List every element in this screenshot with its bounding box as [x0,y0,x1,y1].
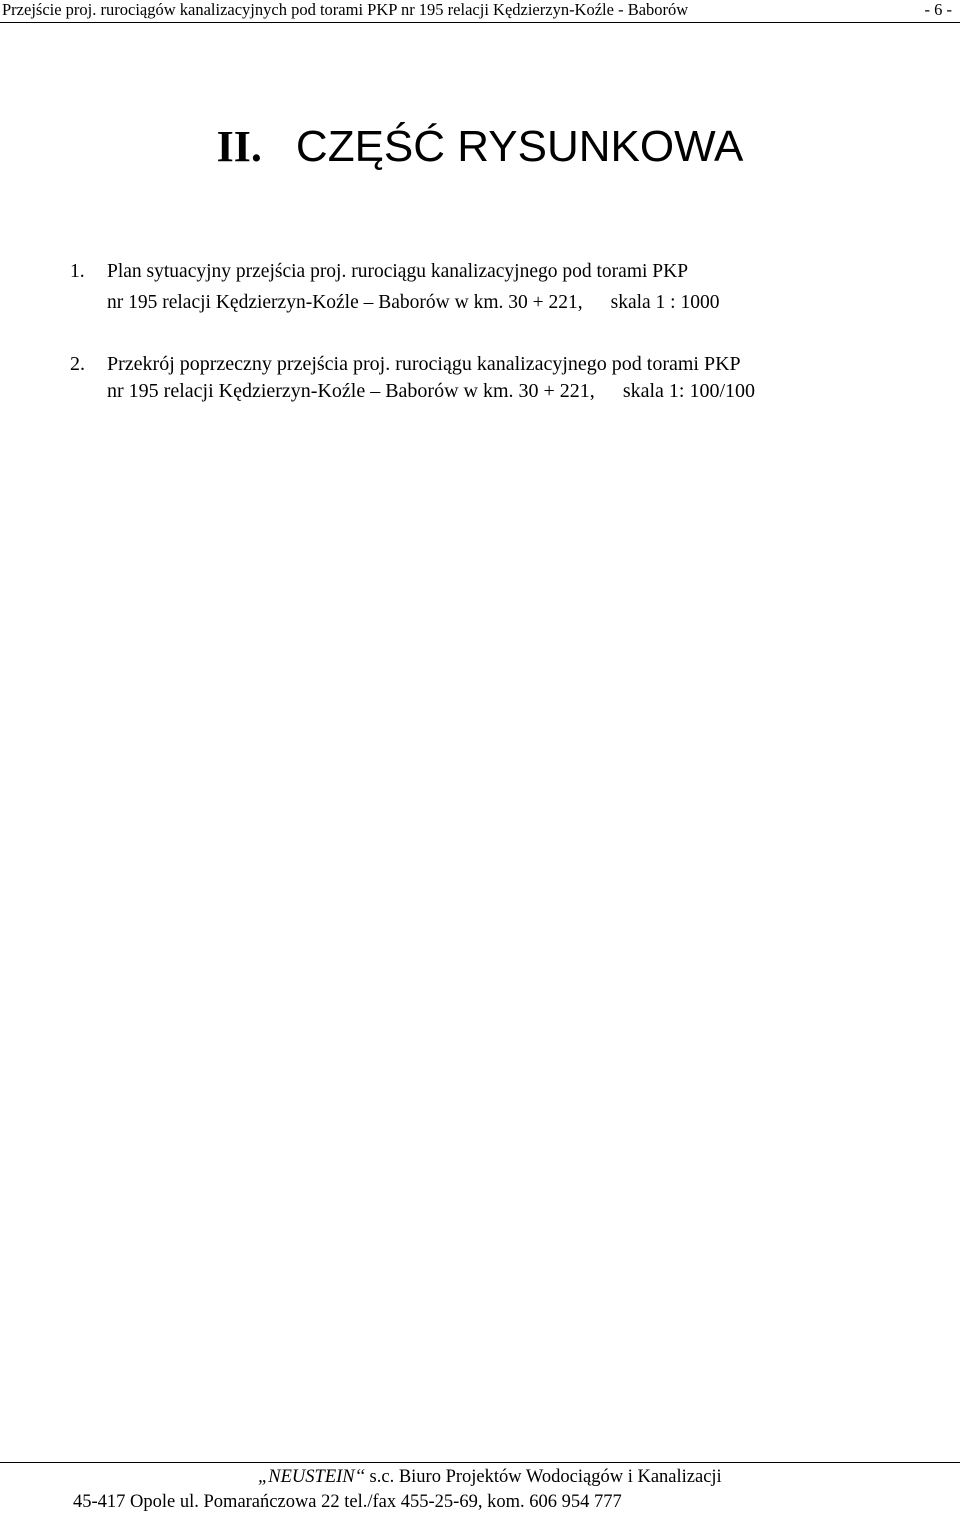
drawing-item-1-number: 1. [70,261,85,282]
drawing-item-1-location: nr 195 relacji Kędzierzyn-Koźle – Baborów w km. 30 + 221, [107,292,583,313]
section-title [0,122,960,172]
drawing-item-2-location: nr 195 relacji Kędzierzyn-Koźle – Baborów w km. 30 + 221, [107,380,595,402]
section-roman-numeral: II. [216,122,262,171]
drawing-item-1-line1 [70,256,719,287]
drawing-list-item-2 [70,351,755,405]
drawing-item-2-title: Przekrój poprzeczny przejścia proj. rurociągu kanalizacyjnego pod torami PKP [107,353,741,375]
drawing-item-2-scale: skala 1: 100/100 [622,380,756,402]
drawing-item-2-line1 [70,351,755,378]
header-title: Przejście proj. rurociągów kanalizacyjnych pod torami PKP nr 195 relacji Kędzierzyn-Koźle - Baborów [2,0,689,19]
footer-company: s.c. Biuro Projektów Wodociągów i Kanalizacji [369,1467,722,1487]
footer-brand: „NEUSTEIN‘‘ [258,1467,365,1487]
drawing-item-2-number: 2. [70,353,85,375]
page-footer [0,1462,960,1512]
footer-company-line [258,1465,722,1489]
section-title-text: CZĘŚĆ RYSUNKOWA [295,122,744,171]
drawing-item-1-line2 [70,287,719,318]
page-header [0,0,960,23]
page-number: - 6 - [924,0,952,19]
drawing-item-2-line2 [70,378,755,405]
drawing-item-1-title: Plan sytuacyjny przejścia proj. rurociągu kanalizacyjnego pod torami PKP [107,261,689,282]
footer-address: 45-417 Opole ul. Pomarańczowa 22 tel./fax 455-25-69, kom. 606 954 777 [73,1492,622,1512]
drawing-item-1-scale: skala 1 : 1000 [610,292,720,313]
drawing-list-item-1 [70,256,719,318]
